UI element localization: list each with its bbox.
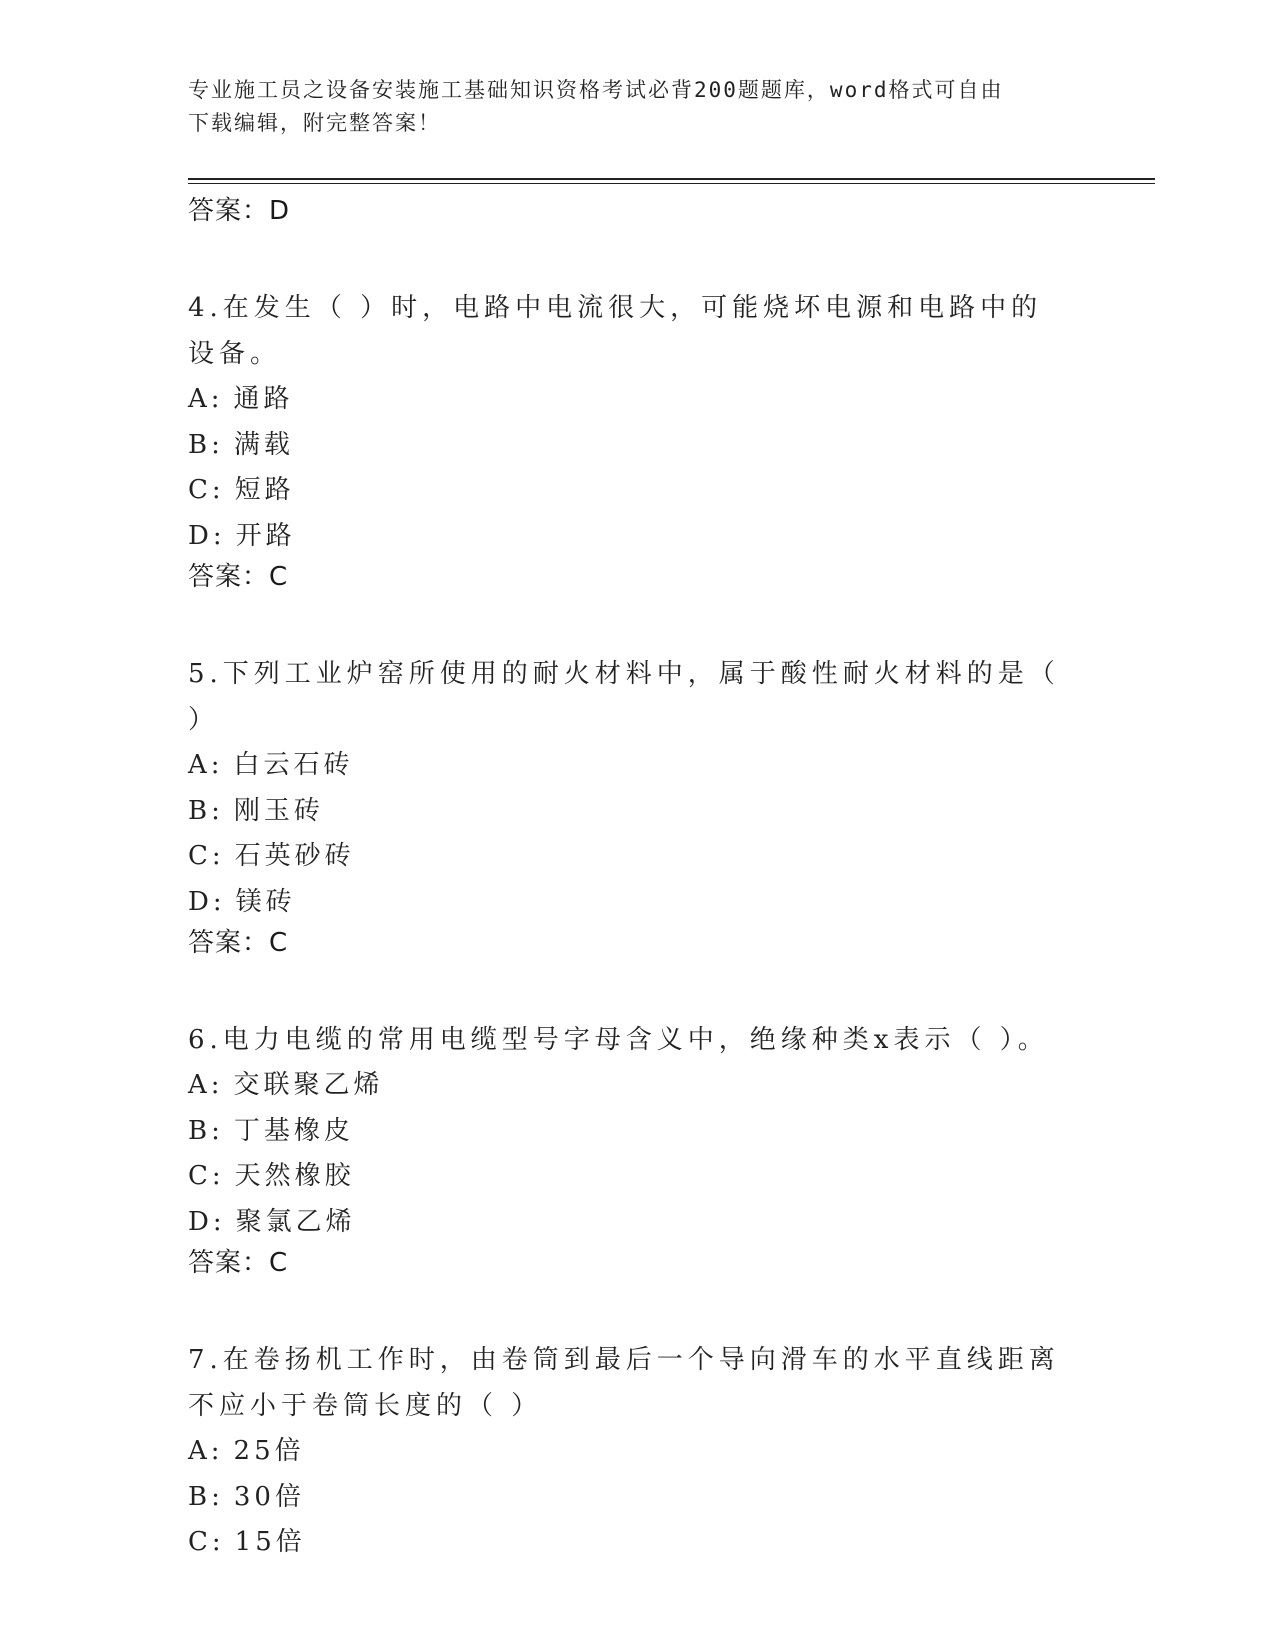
option-b [188,789,1068,835]
option-text: 15倍 [234,1527,306,1557]
option-d [188,880,1068,926]
question-text: 5.下列工业炉窑所使用的耐火材料中，属于酸性耐火材料的是（ ） [188,659,1060,735]
option-label: B: [188,1115,224,1146]
question-text: 7.在卷扬机工作时，由卷筒到最后一个导向滑车的水平直线距离不应小于卷筒长度的（ ） [188,1345,1060,1421]
option-a [188,377,1068,423]
option-c [188,1154,1068,1200]
option-b [188,423,1068,469]
answer-label: 答案： [188,928,270,958]
question-text: 6.电力电缆的常用电缆型号字母含义中，绝缘种类x表示（ ）。 [188,1025,1049,1055]
option-text: 丁基橡皮 [233,1115,354,1146]
option-label: B: [188,795,224,826]
answer-label: 答案： [188,196,270,226]
question-block [188,1337,1068,1566]
option-text: 开路 [235,520,296,551]
option-c [188,1520,1068,1566]
option-label: C: [188,475,225,505]
option-d [188,514,1068,560]
option-b [188,1475,1068,1521]
header-divider-thick [188,178,1155,180]
option-label: D: [188,1206,226,1237]
option-a [188,1429,1068,1475]
answer-label: 答案： [188,562,270,592]
document-header [188,74,1088,140]
option-label: B: [188,1481,224,1512]
answer-value: C [269,928,289,958]
option-text: 镁砖 [235,886,296,917]
option-label: A: [188,384,224,414]
option-text: 30倍 [233,1481,305,1512]
question-block [188,285,1068,595]
header-title-line-1: 专业施工员之设备安装施工基础知识资格考试必背200题题库，word格式可自由 [188,78,1004,102]
option-text: 通路 [233,384,294,414]
question-block [188,651,1068,961]
option-text: 天然橡胶 [234,1161,355,1191]
option-c [188,834,1068,880]
option-a [188,1063,1068,1109]
header-divider-thin [188,183,1155,184]
answer-label: 答案： [188,1248,270,1278]
option-b [188,1109,1068,1155]
option-text: 交联聚乙烯 [233,1070,384,1100]
question-text: 4.在发生（ ）时，电路中电流很大，可能烧坏电源和电路中的设备。 [188,293,1043,369]
question-answer [188,925,1068,961]
option-label: C: [188,1527,225,1557]
option-a [188,743,1068,789]
question-block [188,1017,1068,1281]
option-text: 石英砂砖 [234,841,355,871]
option-label: C: [188,841,225,871]
option-text: 满载 [233,429,294,460]
option-label: A: [188,1070,224,1100]
answer-value: C [269,562,289,592]
option-text: 刚玉砖 [233,795,324,826]
option-d [188,1200,1068,1246]
answer-value: D [269,196,291,226]
question-answer [188,1245,1068,1281]
previous-answer [188,193,1068,229]
question-answer [188,559,1068,595]
option-text: 聚氯乙烯 [235,1206,356,1237]
option-c [188,468,1068,514]
option-label: D: [188,520,226,551]
answer-value: C [269,1248,289,1278]
option-label: B: [188,429,224,460]
option-text: 25倍 [233,1436,305,1466]
option-text: 白云石砖 [233,750,354,780]
option-label: C: [188,1161,225,1191]
header-title-line-2: 下载编辑，附完整答案！ [188,111,441,135]
option-text: 短路 [234,475,295,505]
option-label: A: [188,1436,224,1466]
option-label: D: [188,886,226,917]
question-list [188,193,1068,1566]
option-label: A: [188,750,224,780]
